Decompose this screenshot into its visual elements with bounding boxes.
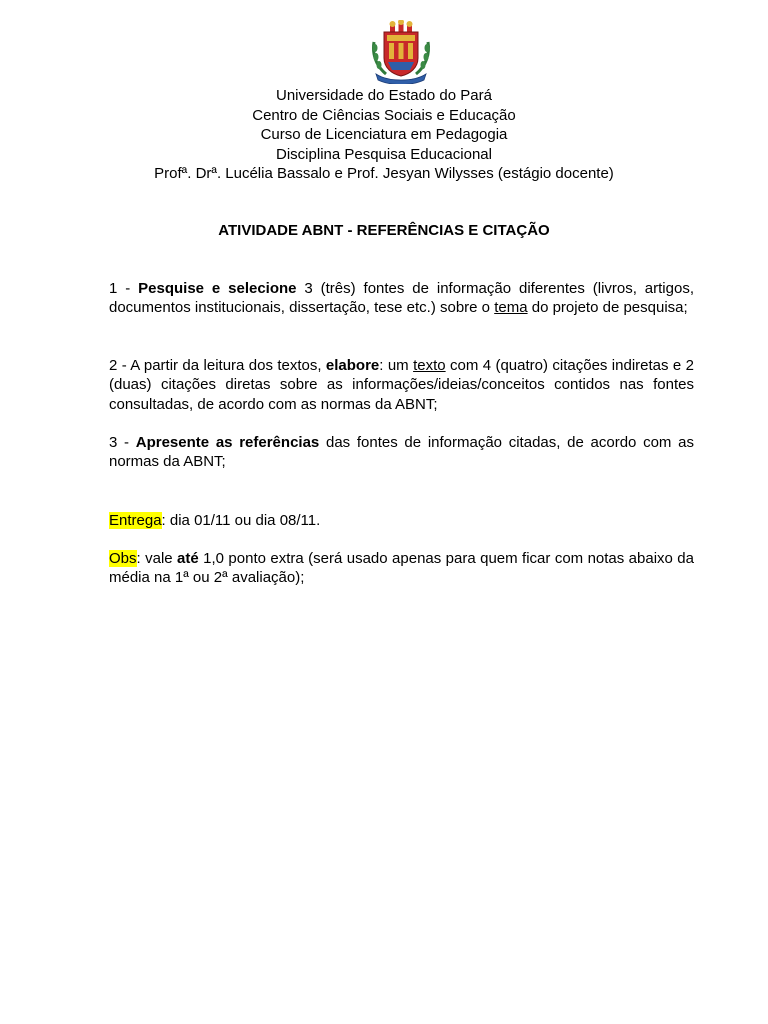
header-course: Curso de Licenciatura em Pedagogia <box>260 126 508 143</box>
item-3-bold: Apresente as referências <box>135 434 320 451</box>
university-crest-logo <box>370 20 432 84</box>
item-1-prefix: 1 - <box>109 280 139 297</box>
activity-title: ATIVIDADE ABNT - REFERÊNCIAS E CITAÇÃO <box>218 222 550 239</box>
header-center: Centro de Ciências Sociais e Educação <box>252 106 516 124</box>
item-2-bold: elabore <box>325 357 380 374</box>
delivery-label: Entrega <box>109 512 162 529</box>
item-3-text: das fontes de informação citadas, de acordo com as normas da ABNT; <box>109 434 694 471</box>
item-2-text-b: com 4 (quatro) citações indiretas e 2 (duas) citações diretas sobre as informações/ideias/conceitos contidos nas fontes consultadas, de acordo com as normas da ABNT; <box>109 357 694 413</box>
item-1-text-b: do projeto de pesquisa; <box>527 299 688 317</box>
delivery-paragraph <box>109 511 694 530</box>
obs-label: Obs <box>109 550 137 567</box>
header-discipline: Disciplina Pesquisa Educacional <box>276 145 492 163</box>
obs-bold: até <box>177 550 199 567</box>
institution-header <box>0 86 768 184</box>
item-3-prefix: 3 - <box>109 434 136 451</box>
obs-paragraph <box>109 549 694 588</box>
item-2-prefix: 2 - A partir da leitura dos textos, <box>109 357 326 374</box>
obs-text-a: : vale <box>136 550 178 567</box>
item-1-paragraph <box>109 279 694 318</box>
delivery-text: : dia 01/11 ou dia 08/11. <box>161 512 321 529</box>
item-1-underlined: tema <box>494 299 528 317</box>
item-1-bold: Pesquise e selecione <box>138 280 297 297</box>
header-professors: Profª. Drª. Lucélia Bassalo e Prof. Jesyan Wilysses (estágio docente) <box>154 165 614 182</box>
item-1-text-a: 3 (três) fontes de informação diferentes (livros, artigos, documentos institucionais, dissertação, tese etc.) sobre o <box>109 280 694 317</box>
item-2-paragraph <box>109 356 694 414</box>
obs-text-b: 1,0 ponto extra (será usado apenas para quem ficar com notas abaixo da média na 1ª ou 2ª avaliação); <box>109 550 694 587</box>
item-3-paragraph <box>109 433 694 472</box>
item-2-underlined: texto <box>413 357 446 374</box>
header-university: Universidade do Estado do Pará <box>276 87 492 104</box>
item-2-text-a: : um <box>379 357 414 374</box>
